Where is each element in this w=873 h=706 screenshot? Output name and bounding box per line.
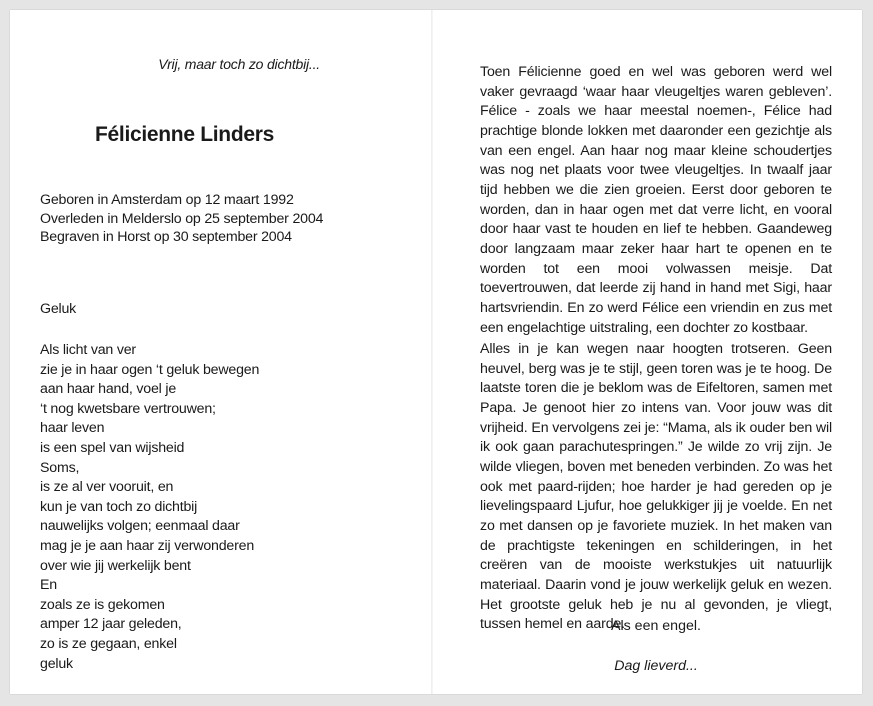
paragraph-1: Toen Félicienne goed en wel was geboren werd wel vaker gevraagd ‘waar haar vleugeltjes waren gebleven’. Félice - zoals we haar meestal noemen-, Félice had prachtige blonde lokken met daaronder een gezichtje als van een engel. Aan haar nog maar kleine schoudertjes was nog net plaats voor twee vleugeltjes. In twaalf jaar tijd hebben we die zien groeien. Eerst door geboren te worden, dan in haar ogen met dat verre licht, en vooral door haar vast te houden en lief te hebben. Gaandeweg door langzaam maar zeker haar hart te openen en te worden tot een mooi volwassen meisje. Dat toevertrouwen, dat leerde zij hand in hand met Sigi, haar hartsvriendin. En zo werd Félice een vriendin en zus met een engelachtige uitstraling, een dochter zo kostbaar. bbox=[480, 64, 832, 336]
poem-line: amper 12 jaar geleden, bbox=[40, 616, 182, 633]
poem-title: Geluk bbox=[40, 301, 77, 317]
memorial-card bbox=[10, 10, 862, 694]
poem-line: mag je je aan haar zij verwonderen bbox=[40, 537, 255, 554]
poem-line: zoals ze is gekomen bbox=[40, 596, 165, 613]
poem-line: Als licht van ver bbox=[40, 342, 136, 358]
page-fold bbox=[431, 10, 433, 694]
poem-line: aan haar hand, voel je bbox=[40, 381, 177, 398]
poem-line: is een spel van wijsheid bbox=[40, 439, 185, 456]
paragraph-2: Alles in je kan wegen naar hoogten trotseren. Geen heuvel, berg was je te stijl, geen toren was je te hoog. De laatste toren die je beklom was de Eifeltoren, samen met Papa. Je genoot hier zo intens van. Voor jouw was dit vrijheid. En vervolgens zei je: “Mama, als ik ouder ben wil ik ook gaan parachutespringen.” Je wilde zo vrij zijn. Je wilde vliegen, boven met beneden verbinden. Zo was het ook met paard-rijden; hoe harder je had gereden op je lievelingspaard Ljufur, hoe gelukkiger jij je voelde. En net zo met dansen op je favoriete muziek. In het maken van de prachtigste tekeningen en schilderingen, in het creëren van de mooiste werkstukjes uit natuurlijk materiaal. Daarin vond je jouw werkelijk geluk en wezen. Het grootste geluk heb je nu al gevonden, je vliegt, tussen hemel en aarde. bbox=[480, 341, 832, 633]
poem-line: nauwelijks volgen; eenmaal daar bbox=[40, 518, 240, 535]
poem-line: is ze al ver vooruit, en bbox=[40, 479, 174, 496]
signoff: Dag lieverd... bbox=[614, 658, 698, 674]
burial-line: Begraven in Horst op 30 september 2004 bbox=[40, 229, 292, 245]
right-page bbox=[480, 10, 832, 694]
death-line: Overleden in Melderslo op 25 september 2004 bbox=[40, 210, 324, 227]
poem-line: haar leven bbox=[40, 420, 105, 437]
poem-line: Soms, bbox=[40, 459, 80, 476]
birth-line: Geboren in Amsterdam op 12 maart 1992 bbox=[40, 192, 294, 208]
poem-line: ‘t nog kwetsbare vertrouwen; bbox=[40, 400, 216, 417]
poem bbox=[40, 341, 259, 674]
poem-line: En bbox=[40, 577, 57, 594]
poem-line: geluk bbox=[40, 655, 73, 672]
poem-line: over wie jij werkelijk bent bbox=[40, 557, 191, 574]
poem-line: kun je van toch zo dichtbij bbox=[40, 498, 198, 515]
deceased-name: Félicienne Linders bbox=[95, 123, 274, 146]
motto: Vrij, maar toch zo dichtbij... bbox=[158, 56, 320, 72]
closing-line: Als een engel. bbox=[611, 618, 701, 634]
left-page bbox=[40, 10, 430, 694]
poem-line: zie je in haar ogen ‘t geluk bewegen bbox=[40, 361, 260, 378]
life-facts bbox=[40, 191, 323, 247]
poem-line: zo is ze gegaan, enkel bbox=[40, 635, 177, 652]
